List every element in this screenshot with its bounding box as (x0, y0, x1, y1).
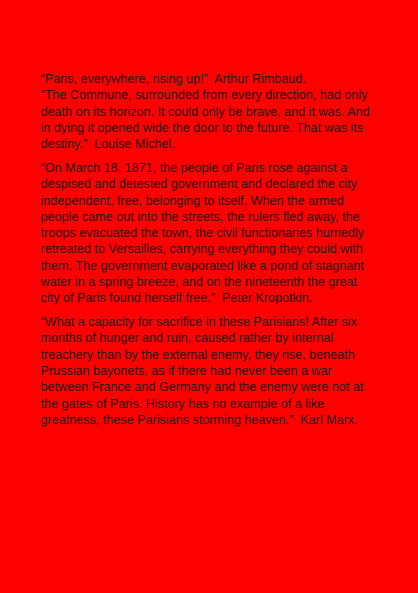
quotes-text-block (41, 71, 379, 436)
quote-kropotkin: “On March 18, 1871, the people of Paris rose against a despised and detested government and declared the city independent, free, belonging to itself. When the armed people came out into the streets, the rulers fled away, the troops evacuated the town, the civil functionaries hurriedly retreated to Versailles, carrying everything they could with them. The government evaporated like a pond of stagnant water in a spring breeze, and on the nineteenth the great city of Paris found herself free.” (41, 160, 365, 306)
quote-paragraph-1 (41, 71, 379, 152)
quote-michel: “The Commune, surrounded from every direction, had only death on its horizon. It could only be brave, and it was. And in dying it opened wide the door to the future. That was its destiny.” (41, 88, 371, 152)
author-kropotkin: Peter Kropotkin. (222, 291, 313, 306)
author-michel: Louise Michel. (94, 137, 176, 152)
quote-rimbaud: “Paris, everywhere, rising up!” (41, 72, 209, 86)
author-marx: Karl Marx. (300, 412, 359, 427)
author-rimbaud: Arthur Rimbaud. (214, 72, 307, 86)
quote-paragraph-2 (41, 160, 379, 307)
quote-marx: “What a capacity for sacrifice in these Parisians! After six months of hunger and ruin, caused rather by internal treachery than by the external enemy, they rise, beneath Prussian bayonets, as if there had never been a war between France and Germany and the enemy were not at the gates of Paris. History has no example of a like greatness, these Parisians storming heaven.” (41, 315, 364, 427)
quote-paragraph-3 (41, 314, 379, 428)
